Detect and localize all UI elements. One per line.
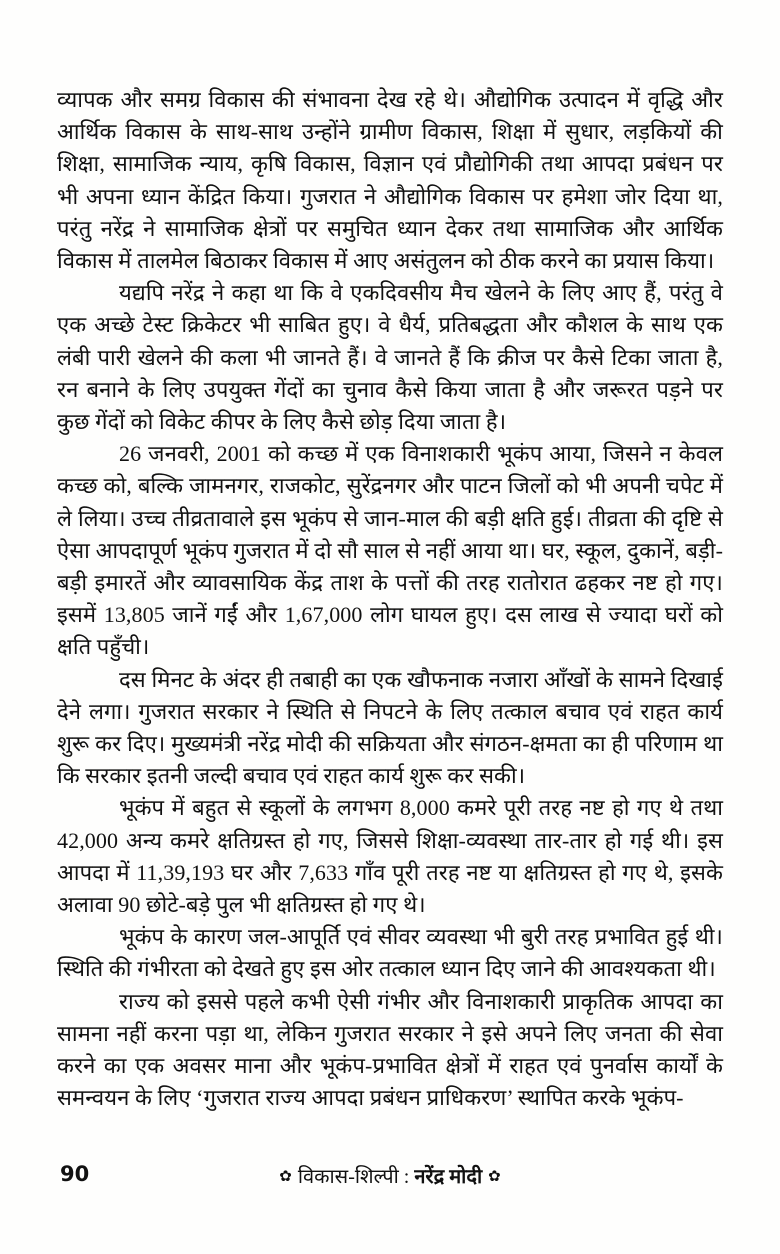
running-head-title: नरेंद्र मोदी (414, 1166, 483, 1188)
paragraph: भूकंप के कारण जल-आपूर्ति एवं सीवर व्यवस्था भी बुरी तरह प्रभावित हुई थी। स्थिति की गंभीरता को देखते हुए इस ओर तत्काल ध्यान दिए जाने की आवश्यकता थी। (57, 924, 723, 982)
paragraph: दस मिनट के अंदर ही तबाही का एक खौफनाक नजारा आँखों के सामने दिखाई देने लगा। गुजरात सरकार ने स्थिति से निपटने के लिए तत्काल बचाव एवं राहत कार्य शुरू कर दिए। मुख्यमंत्री नरेंद्र मोदी की सक्रियता और संगठन-क्षमता का ही परिणाम था कि सरकार इतनी जल्दी बचाव एवं राहत कार्य शुरू कर सकी। (57, 666, 723, 789)
paragraph: 26 जनवरी, 2001 को कच्छ में एक विनाशकारी भूकंप आया, जिसने न केवल कच्छ को, बल्कि जामनगर, राजकोट, सुरेंद्रनगर और पाटन जिलों को भी अपनी चपेट में ले लिया। उच्च तीव्रतावाले इस भूकंप से जान-माल की बड़ी क्षति हुई। तीव्रता की दृष्टि से ऐसा आपदापूर्ण भूकंप गुजरात में दो सौ साल से नहीं आया था। घर, स्कूल, दुकानें, बड़ी-बड़ी इमारतें और व्यावसायिक केंद्र ताश के पत्तों की तरह रातोरात ढहकर नष्ट हो गए। इसमें 13,805 जानें गईं और 1,67,000 लोग घायल हुए। दस लाख से ज्यादा घरों को क्षति पहुँची। (57, 441, 723, 660)
paragraph: यद्यपि नरेंद्र ने कहा था कि वे एकदिवसीय मैच खेलने के लिए आए हैं, परंतु वे एक अच्छे टेस्ट क्रिकेटर भी साबित हुए। वे धैर्य, प्रतिबद्धता और कौशल के साथ एक लंबी पारी खेलने की कला भी जानते हैं। वे जानते हैं कि क्रीज पर कैसे टिका जाता है, रन बनाने के लिए उपयुक्त गेंदों का चुनाव कैसे किया जाता है और जरूरत पड़ने पर कुछ गेंदों को विकेट कीपर के लिए कैसे छोड़ दिया जाता है। (57, 280, 723, 435)
paragraph: भूकंप में बहुत से स्कूलों के लगभग 8,000 कमरे पूरी तरह नष्ट हो गए थे तथा 42,000 अन्य कमरे क्षतिग्रस्त हो गए, जिससे शिक्षा-व्यवस्था तार-तार हो गई थी। इस आपदा में 11,39,193 घर और 7,633 गाँव पूरी तरह नष्ट या क्षतिग्रस्त हो गए थे, इसके अलावा 90 छोटे-बड़े पुल भी क्षतिग्रस्त हो गए थे। (57, 795, 723, 918)
floral-ornament-icon: ✿ (488, 1169, 501, 1185)
page-footer (57, 1160, 723, 1194)
running-head (57, 1162, 723, 1189)
paragraph: राज्य को इससे पहले कभी ऐसी गंभीर और विनाशकारी प्राकृतिक आपदा का सामना नहीं करना पड़ा था, लेकिन गुजरात सरकार ने इसे अपने लिए जनता की सेवा करने का एक अवसर माना और भूकंप-प्रभावित क्षेत्रों में राहत एवं पुनर्वास कार्यों के समन्वयन के लिए ‘गुजरात राज्य आपदा प्रबंधन प्राधिकरण’ स्थापित करके भूकंप- (57, 988, 723, 1111)
paragraph-continuation: व्यापक और समग्र विकास की संभावना देख रहे थे। औद्योगिक उत्पादन में वृद्धि और आर्थिक विकास के साथ-साथ उन्होंने ग्रामीण विकास, शिक्षा में सुधार, लड़कियों की शिक्षा, सामाजिक न्याय, कृषि विकास, विज्ञान एवं प्रौद्योगिकी तथा आपदा प्रबंधन पर भी अपना ध्यान केंद्रित किया। गुजरात ने औद्योगिक विकास पर हमेशा जोर दिया था, परंतु नरेंद्र ने सामाजिक क्षेत्रों पर समुचित ध्यान देकर तथा सामाजिक और आर्थिक विकास में तालमेल बिठाकर विकास में आए असंतुलन को ठीक करने का प्रयास किया। (57, 87, 723, 274)
running-head-series: विकास-शिल्पी : (297, 1166, 410, 1188)
page-number: 90 (60, 1162, 90, 1186)
body-text (57, 84, 723, 1115)
floral-ornament-icon: ✿ (279, 1169, 292, 1185)
